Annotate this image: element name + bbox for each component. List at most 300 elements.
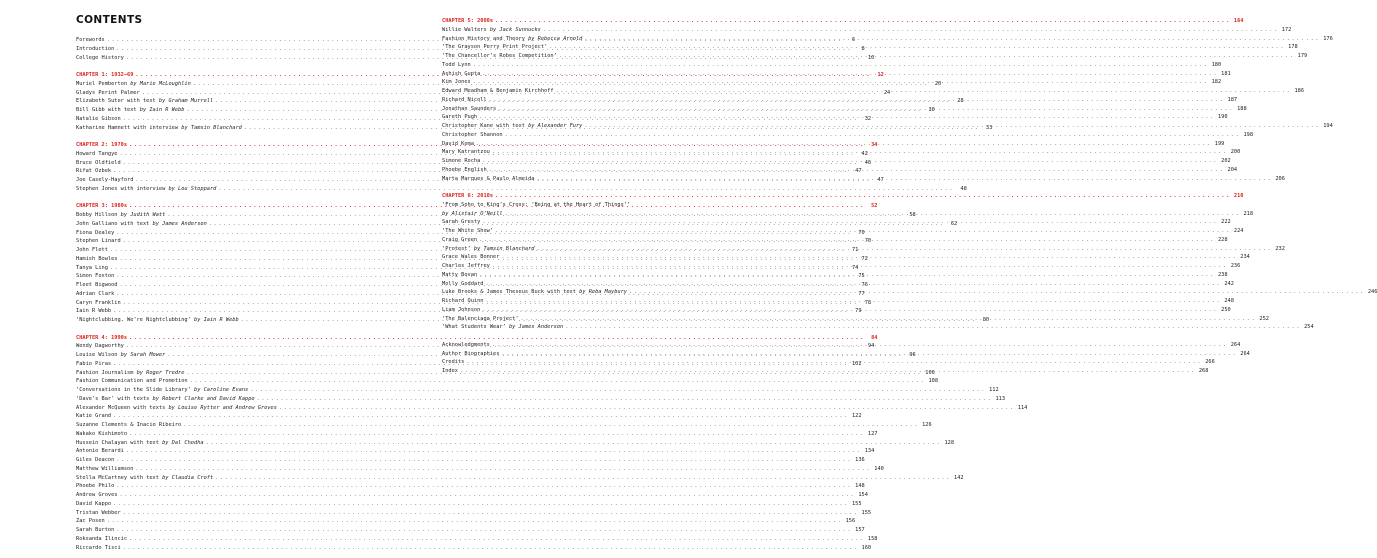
toc-page-number: 254: [1304, 324, 1314, 331]
toc-entry-title: Richard Quinn: [442, 298, 484, 304]
toc-entry-author: by Alexander Fury: [528, 123, 583, 129]
toc-entry-title: CHAPTER 6: 2010s: [442, 193, 494, 199]
toc-entry-title: CHAPTER 4: 1990s: [76, 334, 128, 341]
dot-leader: [480, 157, 1215, 166]
toc-entry-title: Wakako Kishimoto: [76, 430, 128, 437]
toc-page-number: 148: [855, 483, 865, 490]
toc-entry: [76, 456, 865, 465]
toc-entry-title: ‘The Balenciaga Project’: [442, 315, 519, 322]
dot-leader: [255, 395, 990, 404]
toc-page-number: 47: [855, 168, 862, 175]
toc-entry-title: Acknowledgments: [442, 341, 490, 348]
toc-entry-title: Fiona Dealey: [76, 229, 115, 236]
toc-entry-title: Jonathan Saunders: [442, 105, 497, 112]
toc-entry: [76, 447, 875, 456]
dot-leader: [117, 491, 852, 500]
toc-entry-author: by Rebecca Arnold: [528, 35, 583, 42]
dot-leader: [582, 122, 1317, 131]
dot-leader: [181, 421, 916, 430]
dot-leader: [487, 166, 1222, 175]
toc-spacer: [76, 194, 376, 203]
toc-entry-title: Molly Goddard: [442, 280, 484, 287]
dot-leader: [493, 17, 1228, 26]
toc-entry: [76, 491, 868, 500]
toc-entry-title: Tanya Ling: [76, 264, 108, 271]
dot-leader: [477, 236, 1212, 245]
dot-leader: [557, 52, 1292, 61]
dot-leader: [458, 367, 1193, 376]
toc-page-number: 164: [1233, 18, 1244, 24]
toc-entry-author: by Jack Sunnucks: [489, 26, 541, 33]
dot-leader: [474, 140, 1209, 149]
toc-entry-title: Fleet Bigwood: [76, 282, 118, 288]
toc-entry-title: Joe Casely-Hayford: [76, 177, 134, 183]
toc-entry-title: ‘The White Show’: [442, 228, 494, 234]
toc-entry: [76, 535, 878, 544]
toc-entry-title: Edward Meadham & Benjamin Kirchhoff: [442, 88, 554, 94]
toc-entry-title: Grace Wales Bonner: [442, 254, 500, 261]
toc-entry-author: by Dal Chodha: [162, 439, 204, 446]
toc-page-number: 70: [858, 229, 865, 236]
dot-leader: [496, 105, 1231, 114]
toc-entry-title: Bruce Oldfield: [76, 159, 121, 166]
toc-entry-author: by Iain R Webb: [139, 107, 185, 113]
toc-page-number: 75: [858, 273, 865, 280]
dot-leader: [480, 218, 1215, 227]
dot-leader: [105, 517, 840, 526]
toc-page-number: 178: [1288, 44, 1298, 51]
dot-leader: [124, 447, 859, 456]
toc-chapter-heading: [442, 17, 1244, 26]
dot-leader: [188, 377, 923, 386]
toc-spacer: [76, 325, 376, 334]
toc-entry-author: by Lou Stoppard: [168, 185, 217, 192]
toc-spacer: [442, 332, 742, 341]
toc-entry-title: Fashion Journalism by Roger Tredre: [76, 369, 185, 376]
toc-entry: [76, 526, 865, 535]
toc-entry-title: Elizabeth Suter with text by Graham Murrell: [76, 98, 214, 105]
dot-leader: [503, 210, 1238, 219]
toc-entry-title: Marta Marques & Paulo Almeida: [442, 175, 535, 182]
toc-entry-title: Ashish Gupta: [442, 70, 481, 77]
toc-entry-title: Christopher Kane with text by Alexander Fury: [442, 123, 583, 129]
toc-entry: [76, 430, 878, 439]
toc-page-number: 94: [867, 343, 875, 350]
toc-entry: [76, 482, 865, 491]
toc-entry-title: David Kappo: [76, 500, 112, 507]
toc-entry-author: by Alistair O’Neill: [442, 210, 503, 217]
toc-entry: [76, 509, 872, 518]
toc-entry: [442, 35, 1333, 44]
toc-page-number: 176: [1323, 35, 1333, 42]
toc-entry-title: Alexander McQueen with texts by Louise Rytter and Andrew Groves: [76, 404, 277, 411]
toc-entry-title: ‘What Students Wear’ by James Anderson: [442, 324, 564, 331]
toc-page-number: 72: [861, 255, 868, 262]
dot-leader: [582, 35, 1317, 44]
toc-page-number: 113: [995, 395, 1006, 402]
toc-page-number: 155: [851, 500, 862, 507]
toc-page-number: 154: [858, 492, 868, 498]
toc-entry-title: ‘The Grayson Perry Print Project’: [442, 44, 548, 51]
toc-entry-author: by Reba Maybury: [579, 289, 627, 296]
toc-entry-title: ‘Nightclubbing, We’re Nightclubbing’ by Iain R Webb: [76, 317, 239, 323]
toc-entry: [442, 61, 1222, 70]
toc-page-number: 71: [851, 247, 859, 253]
toc-entry-author: by Robert Clarke and David Kappo: [152, 395, 255, 402]
toc-entry-title: Matty Bovan: [442, 271, 478, 278]
toc-entry-title: Sarah Gresty: [442, 219, 481, 226]
toc-entry-title: Tristan Webber: [76, 509, 121, 516]
dot-leader: [477, 271, 1212, 280]
toc-entry-title: Wendy Dagworthy: [76, 343, 124, 350]
toc-entry-title: Iain R Webb: [76, 308, 112, 315]
toc-entry-title: Forewords: [76, 37, 105, 43]
toc-entry-title: CHAPTER 2: 1970s: [76, 142, 128, 148]
dot-leader: [547, 43, 1282, 52]
toc-entry-title: Caryn Franklin: [76, 299, 121, 306]
toc-entry-title: Sarah Burton: [76, 527, 115, 533]
dot-leader: [121, 509, 856, 518]
toc-entry-title: Christopher Shannon: [442, 131, 503, 138]
toc-entry-title: Fabio Piras: [76, 360, 112, 367]
toc-entry-title: Index: [442, 368, 458, 374]
toc-entry: [76, 377, 939, 386]
toc-entry-title: Stephen Jones with interview by Lou Stoppard: [76, 185, 217, 192]
toc-entry-title: Rifat Ozbek: [76, 168, 112, 175]
toc-page-number: 112: [989, 387, 999, 393]
toc-entry: [442, 26, 1292, 35]
toc-entry-title: Willie Walters by Jack Sunnucks: [442, 26, 541, 33]
toc-entry-title: Suzanne Clements & Inacio Ribeiro: [76, 422, 182, 428]
toc-entry-title: Louise Wilson by Sarah Mower: [76, 352, 166, 358]
toc-chapter-heading: [76, 334, 878, 343]
toc-page-number: 266: [1205, 359, 1215, 366]
dot-leader: [127, 430, 862, 439]
toc-page-number: 156: [845, 518, 856, 525]
toc-spacer: [442, 183, 742, 192]
toc-page-number: 236: [1230, 263, 1241, 269]
toc-page-number: 140: [874, 465, 884, 472]
toc-entry-title: Giles Deacon: [76, 457, 115, 463]
toc-page-number: 198: [1243, 131, 1254, 138]
dot-leader: [554, 87, 1289, 96]
dot-leader: [487, 96, 1222, 105]
toc-entry-title: Howard Tangye: [76, 150, 118, 157]
dot-leader: [627, 288, 1362, 297]
toc-page-number: 33: [985, 124, 993, 131]
toc-page-number: 76: [861, 282, 868, 288]
toc-page-number: 210: [1233, 193, 1244, 199]
toc-page-number: 172: [1281, 26, 1292, 33]
toc-entry: [76, 474, 964, 483]
toc-page-number: 20: [934, 80, 942, 87]
toc-page-number: 34: [871, 142, 878, 148]
toc-page-number: 108: [928, 378, 939, 385]
toc-entry-title: Introduction: [76, 45, 115, 52]
dot-leader: [127, 535, 862, 544]
toc-entry-title: Craig Green: [442, 236, 478, 243]
toc-entry-title: Stephen Linard: [76, 238, 121, 245]
toc-entry: [76, 185, 967, 194]
toc-page-number: 48: [960, 185, 967, 192]
toc-page-number: 142: [954, 474, 964, 481]
dot-leader: [111, 500, 846, 509]
toc-page-number: 12: [877, 72, 884, 78]
toc-page-number: 202: [1221, 158, 1231, 164]
toc-entry-title: Gladys Perint Palmer: [76, 89, 140, 96]
toc-page-number: 42: [861, 150, 868, 157]
dot-leader: [499, 253, 1234, 262]
dot-leader: [248, 386, 983, 395]
toc-page-number: 238: [1217, 271, 1228, 278]
toc-entry-title: Muriel Pemberton by Marie McLoughlin: [76, 80, 191, 87]
toc-entry: [76, 395, 1006, 404]
toc-page-number: 199: [1214, 140, 1225, 147]
toc-entry-title: Zac Posen: [76, 518, 105, 525]
toc-entry-title: Fashion Communication and Promotion: [76, 378, 188, 385]
toc-page-number: 30: [928, 107, 935, 113]
toc-entry-title: ‘From Soho to King’s Cross: ‘Being at the Heart of Things’’: [442, 201, 631, 208]
dot-leader: [121, 544, 856, 553]
dot-leader: [480, 70, 1215, 79]
toc-entry-title: Katharine Hamnett with interview by Tamsin Blanchard: [76, 124, 242, 131]
toc-entry: [442, 43, 1298, 52]
toc-entry-title: Credits: [442, 359, 465, 366]
toc-entry: [76, 465, 884, 474]
toc-entry-title: David Koma: [442, 140, 474, 147]
toc-page-number: 155: [861, 509, 872, 516]
toc-entry-author: by James Anderson: [508, 324, 564, 331]
toc-entry: [76, 517, 856, 526]
dot-leader: [490, 341, 1225, 350]
toc-entry: [76, 421, 932, 430]
toc-entry-title: Kim Jones: [442, 79, 471, 86]
toc-page-number: 204: [1227, 166, 1238, 173]
dot-leader: [490, 148, 1225, 157]
toc-entry-author: by Judith Watt: [120, 212, 166, 218]
toc-entry-author: by James Anderson: [152, 220, 207, 227]
toc-page-number: 96: [909, 352, 916, 358]
toc-page-number: 252: [1259, 315, 1269, 322]
toc-page-number: 80: [982, 317, 990, 323]
toc-entry: [442, 131, 1254, 140]
toc-page-number: 102: [851, 360, 862, 367]
toc-entry-title: Hamish Bowles: [76, 255, 118, 262]
toc-entry-title: Gareth Pugh: [442, 114, 478, 121]
toc-entry-title: ‘Conversations in the Slide Library’ by Caroline Evans: [76, 387, 249, 393]
toc-entry-title: Matthew Williamson: [76, 465, 134, 472]
toc-entry-title: College History: [76, 54, 124, 61]
toc-page-number: 224: [1233, 228, 1244, 234]
toc-page-number: 200: [1230, 149, 1241, 156]
toc-page-number: 206: [1275, 175, 1285, 182]
toc-entry: [76, 404, 1028, 413]
toc-page-number: 127: [867, 430, 878, 437]
toc-chapter-heading: [442, 192, 1244, 201]
toc-page-number: 218: [1243, 210, 1254, 217]
dot-leader: [519, 315, 1254, 324]
toc-entry-title: [442, 210, 503, 219]
toc-page-number: 222: [1221, 219, 1231, 226]
dot-leader: [483, 297, 1218, 306]
toc-spacer: [76, 132, 376, 141]
contents-title: CONTENTS: [76, 14, 143, 26]
dot-leader: [503, 131, 1238, 140]
toc-page-number: 74: [851, 264, 859, 271]
dot-leader: [499, 350, 1234, 359]
toc-page-number: 6: [851, 37, 856, 43]
toc-entry-title: Roksanda Ilincic: [76, 535, 128, 542]
toc-page-number: 47: [877, 177, 884, 183]
dot-leader: [534, 245, 1269, 254]
dot-leader: [477, 113, 1212, 122]
toc-entry: [442, 201, 742, 210]
toc-entry-title: Simone Rocha: [442, 158, 481, 164]
dot-leader: [114, 456, 849, 465]
toc-entry-author: by Claudia Croft: [162, 474, 214, 481]
toc-entry-author: by Caroline Evans: [194, 387, 249, 393]
dot-leader: [204, 439, 939, 448]
toc-page-number: 234: [1240, 254, 1250, 261]
toc-page-number: 136: [855, 457, 865, 463]
toc-page-number: 181: [1221, 70, 1231, 77]
toc-entry-author: by Graham Murrell: [158, 98, 214, 105]
toc-page-number: 52: [871, 203, 878, 210]
toc-page-number: 250: [1221, 306, 1231, 313]
toc-entry-title: CHAPTER 3: 1980s: [76, 203, 128, 210]
dot-leader: [471, 78, 1206, 87]
toc-entry-title: Charles Jeffrey: [442, 263, 490, 269]
toc-page-number: 157: [855, 527, 865, 533]
toc-page-number: 77: [858, 290, 865, 297]
toc-page-number: 79: [855, 308, 862, 315]
toc-entry-title: John Galliano with text by James Anderson: [76, 220, 207, 227]
toc-entry-title: Antonio Berardi: [76, 448, 124, 455]
toc-entry-title: John Flett: [76, 247, 108, 253]
toc-page-number: 194: [1323, 123, 1333, 129]
toc-entry-author: by Sarah Mower: [120, 352, 166, 358]
dot-leader: [483, 280, 1218, 289]
toc-page-number: 160: [861, 544, 872, 551]
toc-page-number: 70: [864, 238, 872, 245]
toc-page-number: 106: [925, 369, 935, 376]
dot-leader: [493, 227, 1228, 236]
toc-entry-title: Stella McCartney with text by Claudia Croft: [76, 474, 214, 481]
toc-entry: [76, 412, 862, 421]
dot-leader: [464, 358, 1199, 367]
toc-entry-author: by Roger Tredre: [136, 369, 185, 376]
dot-leader: [563, 323, 1298, 332]
toc-entry-title: Andrew Groves: [76, 492, 118, 498]
toc-page-number: 242: [1224, 280, 1234, 287]
dot-leader: [111, 412, 846, 421]
toc-entry-author: by Tamsin Blanchard: [473, 245, 535, 252]
toc-entry-title: Liam Johnson: [442, 306, 481, 313]
toc-page-number: 180: [1211, 61, 1222, 68]
toc-page-number: 158: [867, 535, 878, 542]
toc-entry-title: CHAPTER 5: 2000s: [442, 18, 494, 24]
dot-leader: [541, 26, 1276, 35]
toc-page-number: 24: [883, 89, 891, 96]
dot-leader: [133, 465, 868, 474]
toc-page-number: 78: [864, 299, 872, 306]
dot-leader: [493, 192, 1228, 201]
toc-page-number: 46: [864, 159, 872, 166]
toc-entry-author: by Marie McLoughlin: [130, 80, 191, 87]
toc-spacer: [76, 62, 376, 71]
toc-page-number: 264: [1230, 341, 1241, 348]
toc-entry-title: Author Biographies: [442, 350, 500, 357]
toc-page-number: 187: [1227, 96, 1238, 103]
toc-entry-title: Riccardo Tisci: [76, 544, 121, 551]
toc-entry: [76, 500, 862, 509]
toc-page-number: 264: [1240, 350, 1250, 357]
toc-entry-title: Katie Grand: [76, 413, 112, 420]
toc-page-number: 246: [1367, 289, 1377, 296]
toc-entry-title: Luke Brooks & James Theseus Buck with text by Reba Maybury: [442, 289, 627, 296]
toc-entry-title: Phoebe Philo: [76, 483, 115, 490]
toc-entry-author: by Louise Rytter and Andrew Groves: [168, 404, 277, 411]
toc-page-number: 32: [864, 115, 872, 122]
toc-entry-title: Adrian Clark: [76, 290, 115, 297]
dot-leader: [213, 474, 948, 483]
toc-page-number: 232: [1275, 245, 1285, 252]
toc-entry-title: Todd Lynn: [442, 61, 471, 68]
toc-entry-title: Mary Katrantzou: [442, 149, 490, 156]
toc-page-number: 8: [861, 45, 865, 52]
dot-leader: [114, 482, 849, 491]
toc-entry: [76, 544, 872, 553]
toc-entry-title: Richard Nicoll: [442, 96, 487, 103]
toc-page-number: 28: [957, 98, 964, 105]
toc-page-number: 228: [1217, 236, 1228, 243]
toc-entry-title: Simon Foxton: [76, 273, 115, 280]
toc-entry-title: Natalie Gibson: [76, 115, 121, 122]
toc-page-number: 128: [944, 439, 955, 446]
toc-entry-title: ‘Dave’s Bar’ with texts by Robert Clarke and David Kappo: [76, 395, 255, 402]
toc-page-number: 126: [922, 422, 932, 428]
dot-leader: [534, 175, 1269, 184]
toc-entry: [442, 323, 1314, 332]
toc-entry-title: CHAPTER 1: 1932–69: [76, 72, 134, 78]
toc-page-number: 58: [909, 212, 916, 218]
toc-page-number: 114: [1017, 404, 1028, 411]
toc-entry-title: Fashion History and Theory by Rebecca Arnold: [442, 35, 583, 42]
toc-entry-title: Phoebe English: [442, 166, 487, 173]
dot-leader: [480, 306, 1215, 315]
toc-page-number: 62: [950, 220, 958, 227]
toc-page-number: 190: [1217, 114, 1228, 121]
toc-page-number: 268: [1198, 368, 1209, 374]
toc-entry: [76, 439, 955, 448]
dot-leader: [490, 262, 1225, 271]
toc-page-number: 248: [1224, 298, 1234, 304]
toc-page-number: 179: [1297, 53, 1308, 59]
toc-entry-title: ‘Protest’ by Tamsin Blanchard: [442, 245, 535, 252]
toc-entry-title: ‘The Chancellor’s Robes Competition’: [442, 53, 557, 59]
dot-leader: [114, 526, 849, 535]
toc-entry-title: Bill Gibb with text by Iain R Webb: [76, 107, 185, 113]
toc-page-number: 134: [864, 448, 875, 455]
toc-entry-author: by Iain R Webb: [194, 317, 239, 323]
toc-page-number: 84: [871, 334, 878, 341]
dot-leader: [471, 61, 1206, 70]
toc-page-number: 122: [851, 413, 862, 420]
toc-page-number: 182: [1211, 79, 1222, 86]
toc-entry-title: Hussein Chalayan with text by Dal Chodha: [76, 439, 204, 446]
toc-entry-title: Bobby Hillson by Judith Watt: [76, 212, 166, 218]
toc-entry: [76, 386, 999, 395]
